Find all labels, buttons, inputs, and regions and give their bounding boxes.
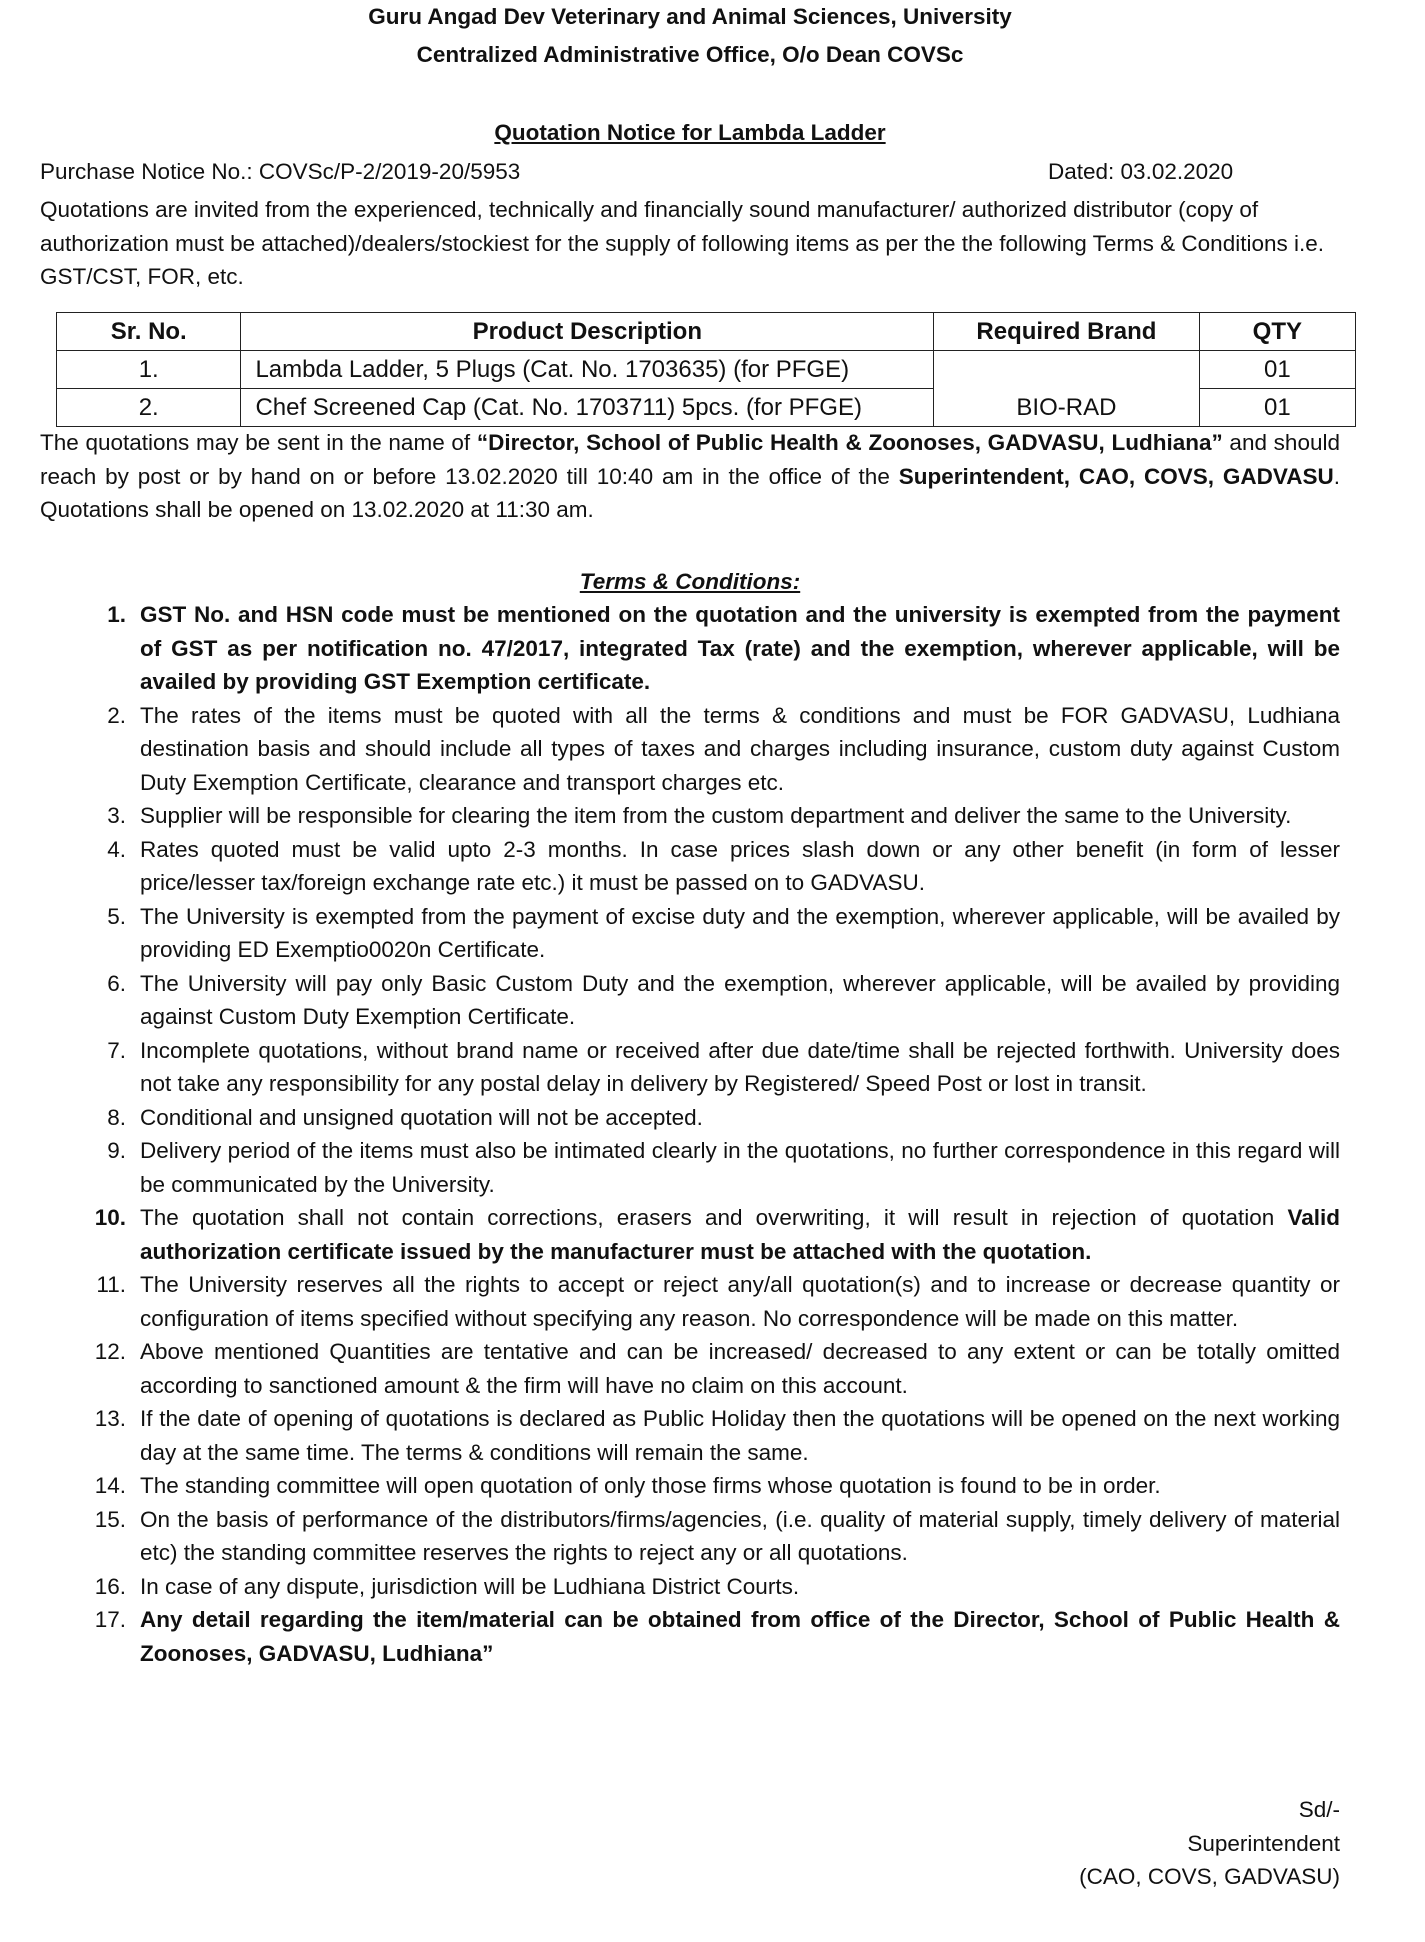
signature-office: (CAO, COVS, GADVASU) bbox=[1079, 1864, 1340, 1889]
cell-brand: BIO-RAD bbox=[934, 351, 1199, 427]
office-name: Centralized Administrative Office, O/o Dean COVSc bbox=[416, 42, 964, 67]
list-item bbox=[40, 1201, 1340, 1268]
list-item bbox=[40, 1335, 1340, 1402]
term-text: Supplier will be responsible for clearing the item from the custom department and deliver the same to the University. bbox=[140, 803, 1292, 828]
signature-designation: Superintendent bbox=[1187, 1830, 1340, 1856]
signature-sd: Sd/- bbox=[1298, 1797, 1340, 1822]
submission-office: Superintendent, CAO, COVS, GADVASU bbox=[898, 463, 1334, 489]
term-text: The quotation shall not contain corrections, erasers and overwriting, it will result in rejection of quotation bbox=[140, 1205, 1275, 1230]
submission-text-2: and should reach by post or by hand on or before 13.02.2020 till 10:40 am in the office of the bbox=[40, 430, 1340, 489]
term-number: 12. bbox=[94, 1339, 126, 1364]
list-item bbox=[40, 1402, 1340, 1469]
list-item bbox=[40, 1101, 1340, 1135]
term-number: 1. bbox=[107, 602, 126, 627]
university-name: Guru Angad Dev Veterinary and Animal Sciences, University bbox=[368, 4, 1012, 29]
submission-text-1: The quotations may be sent in the name of bbox=[40, 430, 477, 455]
list-item bbox=[40, 799, 1340, 833]
col-header-description: Product Description bbox=[241, 313, 934, 351]
addressee: “Director, School of Public Health & Zoonoses, GADVASU, Ludhiana” bbox=[476, 430, 1223, 455]
term-text: GST No. and HSN code must be mentioned on the quotation and the university is exempted from the payment of GST as per notification no. 47/2017, integrated Tax (rate) and the exemption, wherever applicable, will be availed by providing GST Exemption certificate. bbox=[140, 602, 1340, 694]
term-number: 13. bbox=[94, 1406, 126, 1431]
cell-description: Lambda Ladder, 5 Plugs (Cat. No. 1703635) (for PFGE) bbox=[241, 351, 934, 389]
term-text-emphasis: Valid authorization certificate issued by the manufacturer must be attached with the quotation. bbox=[140, 1205, 1340, 1264]
list-item bbox=[40, 833, 1340, 900]
list-item bbox=[40, 598, 1340, 699]
term-number: 9. bbox=[107, 1138, 126, 1163]
terms-list bbox=[40, 598, 1340, 1670]
table-header-row bbox=[57, 313, 1356, 351]
term-number: 6. bbox=[107, 970, 126, 996]
notice-date: Dated: 03.02.2020 bbox=[1048, 159, 1234, 184]
term-text: Any detail regarding the item/material can be obtained from office of the Director, School of Public Health & Zoonoses, GADVASU, Ludhiana” bbox=[140, 1607, 1340, 1666]
term-text: Incomplete quotations, without brand name or received after due date/time shall be rejected forthwith. University does not take any responsibility for any postal delay in delivery by Registered/ Speed Post or lost in transit. bbox=[140, 1037, 1340, 1096]
list-item bbox=[40, 900, 1340, 967]
term-number: 11. bbox=[96, 1272, 126, 1297]
intro-paragraph: Quotations are invited from the experienced, technically and financially sound manufacturer/ authorized distributor (copy of authorization must be attached)/dealers/stockiest for the supply of following items as per the the following Terms & Conditions i.e. GST/CST, FOR, etc. bbox=[40, 197, 1324, 289]
list-item bbox=[40, 1469, 1340, 1503]
term-number: 10. bbox=[94, 1205, 126, 1230]
term-text: The University is exempted from the payment of excise duty and the exemption, wherever applicable, will be availed by providing ED Exemptio0020n Certificate. bbox=[140, 903, 1340, 962]
term-text: The standing committee will open quotation of only those firms whose quotation is found to be in order. bbox=[140, 1473, 1161, 1498]
list-item bbox=[40, 1570, 1340, 1604]
cell-sr: 1. bbox=[57, 351, 241, 389]
list-item bbox=[40, 967, 1340, 1034]
list-item bbox=[40, 699, 1340, 800]
terms-heading: Terms & Conditions: bbox=[579, 569, 801, 594]
items-table bbox=[56, 312, 1356, 427]
cell-qty: 01 bbox=[1199, 389, 1355, 427]
term-number: 15. bbox=[94, 1506, 126, 1532]
purchase-notice-number: Purchase Notice No.: COVSc/P-2/2019-20/5953 bbox=[40, 159, 521, 184]
term-number: 2. bbox=[107, 702, 126, 728]
list-item bbox=[40, 1603, 1340, 1670]
list-item bbox=[40, 1034, 1340, 1101]
col-header-qty: QTY bbox=[1199, 313, 1355, 351]
term-number: 14. bbox=[94, 1473, 126, 1498]
notice-title: Quotation Notice for Lambda Ladder bbox=[494, 120, 886, 145]
term-text: In case of any dispute, jurisdiction will be Ludhiana District Courts. bbox=[140, 1573, 800, 1599]
col-header-brand: Required Brand bbox=[934, 313, 1199, 351]
term-number: 7. bbox=[107, 1037, 126, 1063]
term-number: 5. bbox=[107, 903, 126, 929]
signature-block bbox=[1079, 1793, 1340, 1894]
term-text: If the date of opening of quotations is declared as Public Holiday then the quotations will be opened on the next working day at the same time. The terms & conditions will remain the same. bbox=[140, 1406, 1340, 1465]
table-row bbox=[57, 351, 1356, 389]
term-number: 4. bbox=[107, 836, 126, 862]
term-number: 16. bbox=[94, 1573, 126, 1599]
term-text: The rates of the items must be quoted with all the terms & conditions and must be FOR GADVASU, Ludhiana destination basis and should include all types of taxes and charges including insurance, custom duty against Custom Duty Exemption Certificate, clearance and transport charges etc. bbox=[140, 702, 1340, 795]
cell-qty: 01 bbox=[1199, 351, 1355, 389]
term-number: 8. bbox=[107, 1104, 126, 1130]
term-text: The University will pay only Basic Custom Duty and the exemption, wherever applicable, will be availed by providing against Custom Duty Exemption Certificate. bbox=[140, 970, 1340, 1029]
list-item bbox=[40, 1503, 1340, 1570]
term-number: 3. bbox=[107, 803, 126, 828]
list-item bbox=[40, 1268, 1340, 1335]
cell-description: Chef Screened Cap (Cat. No. 1703711) 5pcs. (for PFGE) bbox=[241, 389, 934, 427]
term-number: 17. bbox=[94, 1607, 126, 1632]
col-header-sr: Sr. No. bbox=[57, 313, 241, 351]
list-item bbox=[40, 1134, 1340, 1201]
term-text: The University reserves all the rights to accept or reject any/all quotation(s) and to increase or decrease quantity or configuration of items specified without specifying any reason. No correspondence will be made on this matter. bbox=[140, 1272, 1340, 1331]
term-text: Above mentioned Quantities are tentative and can be increased/ decreased to any extent or can be totally omitted according to sanctioned amount & the firm will have no claim on this account. bbox=[140, 1339, 1340, 1398]
term-text: Rates quoted must be valid upto 2-3 months. In case prices slash down or any other benefit (in form of lesser price/lesser tax/foreign exchange rate etc.) it must be passed on to GADVASU. bbox=[140, 836, 1340, 895]
term-text: On the basis of performance of the distributors/firms/agencies, (i.e. quality of material supply, timely delivery of material etc) the standing committee reserves the rights to reject any or all quotations. bbox=[140, 1506, 1340, 1565]
submission-paragraph bbox=[40, 426, 1340, 527]
term-text: Delivery period of the items must also be intimated clearly in the quotations, no further correspondence in this regard will be communicated by the University. bbox=[140, 1138, 1340, 1197]
term-text: Conditional and unsigned quotation will not be accepted. bbox=[140, 1104, 703, 1130]
submission-text-3: . Quotations shall be opened on 13.02.2020 at 11:30 am. bbox=[40, 463, 1340, 522]
cell-sr: 2. bbox=[57, 389, 241, 427]
